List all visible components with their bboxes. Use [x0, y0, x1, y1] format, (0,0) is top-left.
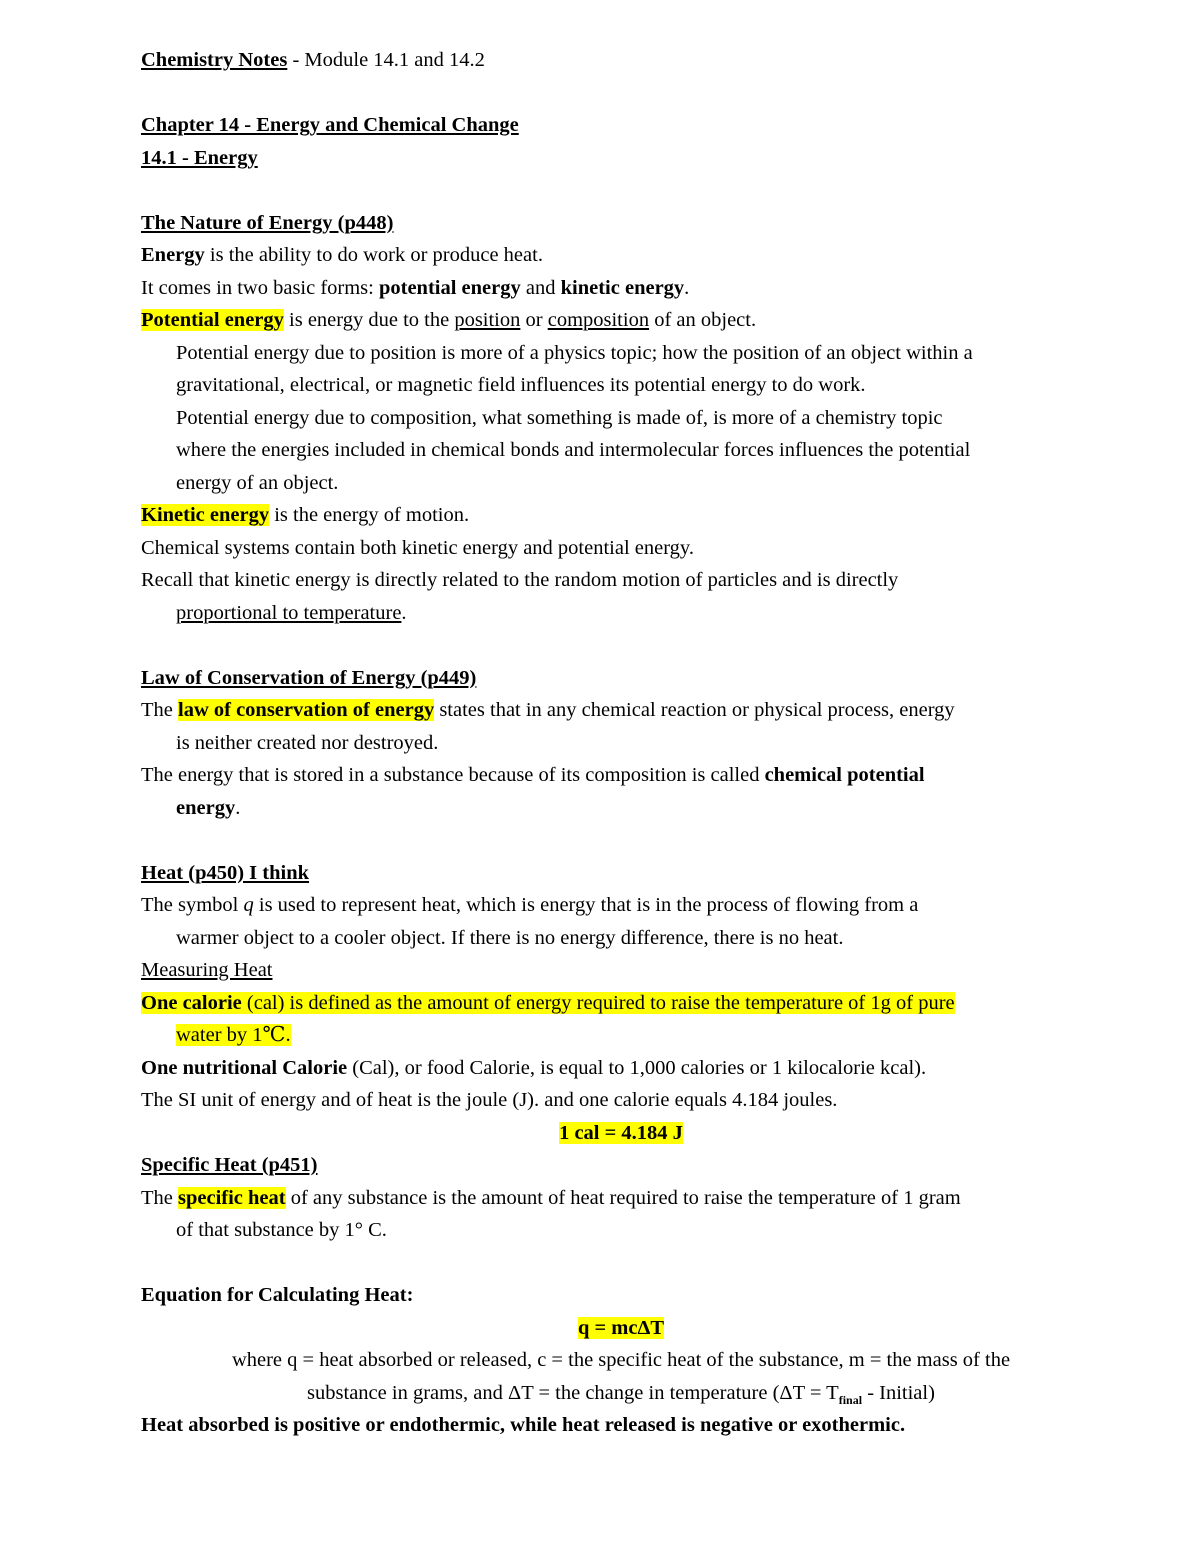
conservation-pre: The — [141, 699, 178, 721]
pe-position-line-2: gravitational, electrical, or magnetic field influences its potential energy to do work. — [176, 374, 866, 396]
conservation-term: law of conservation of energy — [178, 699, 435, 721]
equation-formula: q = mcΔT — [577, 1316, 665, 1339]
where-pre: substance in grams, and ΔT = the change in temperature (ΔT = T — [307, 1381, 839, 1404]
conservation-line-1 — [141, 694, 1101, 727]
stored-term-2: energy — [176, 796, 236, 819]
conservation-heading: Law of Conservation of Energy (p449) — [141, 666, 477, 689]
energy-def: is the ability to do work or produce heat. — [204, 244, 543, 266]
chapter-title: Chapter 14 - Energy and Chemical Change — [141, 114, 519, 136]
calorie-def-1: (cal) is defined as the amount of energy required to raise the temperature of 1g of pure — [241, 991, 955, 1014]
heat-heading: Heat (p450) I think — [141, 861, 310, 884]
nutrition-term: One nutritional Calorie — [141, 1056, 348, 1079]
recall-underlined: proportional to temperature — [176, 601, 402, 624]
ke-def: is the energy of motion. — [269, 504, 470, 526]
systems-line: Chemical systems contain both kinetic energy and potential energy. — [141, 536, 694, 559]
pe-composition: composition — [547, 309, 650, 331]
heat-symbol-line — [141, 889, 1101, 922]
pe-def-1: is energy due to the — [283, 309, 455, 331]
heat-symbol-rest: is used to represent heat, which is energy that is in the process of flowing from a — [253, 894, 919, 916]
doc-header — [141, 44, 1101, 77]
recall-end: . — [401, 601, 407, 624]
forms-pre: It comes in two basic forms: — [141, 276, 379, 299]
heat-symbol-q: q — [243, 894, 254, 916]
conversion-line — [141, 1117, 1101, 1150]
where-line-2 — [141, 1377, 1101, 1410]
stored-line-1 — [141, 759, 1101, 792]
si-unit-line: The SI unit of energy and of heat is the joule (J). and one calorie equals 4.184 joules. — [141, 1089, 838, 1111]
where-sub: final — [838, 1392, 863, 1407]
pe-or: or — [520, 309, 548, 331]
specific-heat-line-2: of that substance by 1° C. — [176, 1219, 387, 1241]
document-page — [141, 44, 1101, 1442]
equation-heading: Equation for Calculating Heat: — [141, 1284, 414, 1306]
ke-term: Kinetic energy — [141, 504, 270, 526]
pe-term: Potential energy — [141, 309, 284, 331]
specific-heat-pre: The — [141, 1186, 178, 1209]
nature-heading: The Nature of Energy (p448) — [141, 211, 394, 234]
specific-heat-line-1 — [141, 1182, 1101, 1215]
stored-line-2 — [141, 792, 1101, 825]
forms-ke: kinetic energy — [560, 276, 685, 299]
heat-line-2: warmer object to a cooler object. If there is no energy difference, there is no heat. — [176, 926, 844, 949]
conservation-rest: states that in any chemical reaction or physical process, energy — [434, 699, 955, 721]
doc-title: Chemistry Notes — [141, 49, 288, 71]
stored-term-1: chemical potential — [764, 764, 925, 786]
forms-and: and — [520, 276, 561, 299]
stored-pre: The energy that is stored in a substance because of its composition is called — [141, 764, 765, 786]
pe-composition-line-3: energy of an object. — [176, 471, 339, 494]
calorie-term: One calorie — [141, 991, 242, 1014]
pe-composition-line-1: Potential energy due to composition, what something is made of, is more of a chemistry topic — [176, 406, 943, 429]
ke-definition — [141, 499, 1101, 532]
stored-end: . — [235, 796, 241, 819]
forms-end: . — [684, 276, 690, 299]
recall-line-2 — [141, 597, 1101, 630]
where-end: - Initial) — [862, 1381, 935, 1404]
heat-symbol-pre: The symbol — [141, 894, 244, 916]
nutrition-def: (Cal), or food Calorie, is equal to 1,000 calories or 1 kilocalorie kcal). — [347, 1056, 927, 1079]
equation-formula-line — [141, 1312, 1101, 1345]
specific-heat-term: specific heat — [178, 1186, 286, 1209]
pe-position: position — [454, 309, 521, 331]
energy-forms — [141, 272, 1101, 305]
specific-heat-heading: Specific Heat (p451) — [141, 1154, 318, 1176]
specific-heat-rest: of any substance is the amount of heat required to raise the temperature of 1 gram — [285, 1186, 961, 1209]
conclusion-line: Heat absorbed is positive or endothermic, while heat released is negative or exothermic. — [141, 1414, 906, 1436]
energy-definition — [141, 239, 1101, 272]
nutrition-line — [141, 1052, 1101, 1085]
calorie-line-2 — [141, 1019, 1101, 1052]
pe-def-2: of an object. — [649, 309, 757, 331]
recall-line-1: Recall that kinetic energy is directly related to the random motion of particles and is directly — [141, 569, 899, 591]
calorie-line-1 — [141, 987, 1101, 1020]
conservation-line-2: is neither created nor destroyed. — [176, 731, 439, 754]
measuring-heat-subheading: Measuring Heat — [141, 959, 273, 981]
calorie-def-2: water by 1℃. — [176, 1024, 291, 1046]
where-line-1: where q = heat absorbed or released, c = the specific heat of the substance, m = the mass of the — [231, 1349, 1011, 1371]
pe-position-line-1: Potential energy due to position is more of a physics topic; how the position of an object within a — [176, 341, 973, 364]
pe-composition-line-2: where the energies included in chemical bonds and intermolecular forces influences the potential — [176, 439, 971, 461]
section-title: 14.1 - Energy — [141, 146, 258, 169]
energy-term: Energy — [141, 244, 205, 266]
conversion-formula: 1 cal = 4.184 J — [559, 1121, 683, 1144]
pe-definition — [141, 304, 1101, 337]
forms-pe: potential energy — [378, 276, 521, 299]
doc-subtitle: - Module 14.1 and 14.2 — [287, 49, 485, 71]
